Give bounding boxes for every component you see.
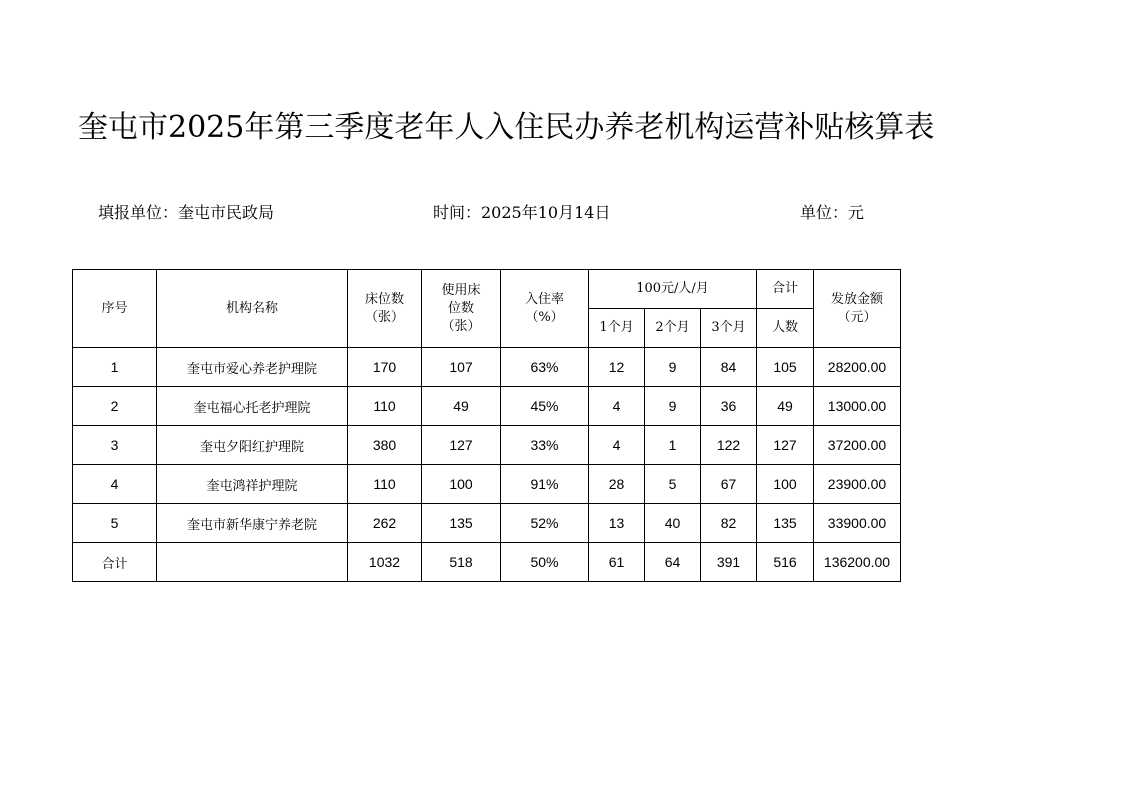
- cell-total-beds: 1032: [348, 543, 422, 582]
- cell-total-persons: 516: [757, 543, 814, 582]
- header-month-1: 1个月: [589, 309, 645, 348]
- header-name: 机构名称: [157, 270, 348, 348]
- subsidy-table: [72, 269, 901, 582]
- cell-seq: 3: [73, 426, 157, 465]
- header-amount-line2: （元）: [837, 309, 877, 325]
- cell-rate: 63%: [501, 348, 589, 387]
- cell-m3: 36: [701, 387, 757, 426]
- cell-amount: 23900.00: [814, 465, 901, 504]
- reporting-unit: 填报单位：奎屯市民政局: [98, 203, 275, 222]
- cell-rate: 52%: [501, 504, 589, 543]
- cell-name: 奎屯鸿祥护理院: [157, 465, 348, 504]
- cell-beds: 110: [348, 465, 422, 504]
- header-subsidy-group: 100元/人/月: [589, 270, 757, 309]
- cell-m1: 4: [589, 426, 645, 465]
- cell-amount: 37200.00: [814, 426, 901, 465]
- cell-rate: 91%: [501, 465, 589, 504]
- cell-used: 127: [422, 426, 501, 465]
- cell-seq: 5: [73, 504, 157, 543]
- cell-seq: 1: [73, 348, 157, 387]
- header-seq: 序号: [73, 270, 157, 348]
- cell-total-m3: 391: [701, 543, 757, 582]
- cell-used: 100: [422, 465, 501, 504]
- header-persons: 人数: [757, 309, 814, 348]
- header-rate: [501, 270, 589, 348]
- cell-total-label: 合计: [73, 543, 157, 582]
- cell-name: 奎屯市新华康宁养老院: [157, 504, 348, 543]
- table-row: [73, 348, 901, 387]
- header-used-beds: [422, 270, 501, 348]
- cell-m3: 67: [701, 465, 757, 504]
- cell-m2: 40: [645, 504, 701, 543]
- cell-amount: 28200.00: [814, 348, 901, 387]
- header-beds-line2: （张）: [364, 309, 404, 325]
- cell-rate: 45%: [501, 387, 589, 426]
- cell-m1: 12: [589, 348, 645, 387]
- cell-m3: 82: [701, 504, 757, 543]
- document-title: 奎屯市2025年第三季度老年人入住民办养老机构运营补贴核算表: [78, 110, 935, 145]
- cell-persons: 105: [757, 348, 814, 387]
- header-used-line1: 使用床: [441, 282, 481, 298]
- cell-beds: 380: [348, 426, 422, 465]
- header-rate-line1: 入住率: [524, 291, 564, 307]
- table-row: [73, 426, 901, 465]
- header-total-group: 合计: [757, 270, 814, 309]
- cell-used: 135: [422, 504, 501, 543]
- cell-persons: 135: [757, 504, 814, 543]
- report-date: 时间：2025年10月14日: [433, 203, 611, 222]
- cell-total-used: 518: [422, 543, 501, 582]
- total-row: [73, 543, 901, 582]
- cell-rate: 33%: [501, 426, 589, 465]
- cell-total-m2: 64: [645, 543, 701, 582]
- cell-persons: 127: [757, 426, 814, 465]
- cell-amount: 13000.00: [814, 387, 901, 426]
- header-amount-line1: 发放金额: [830, 291, 883, 307]
- cell-m2: 1: [645, 426, 701, 465]
- cell-total-name: [157, 543, 348, 582]
- cell-name: 奎屯福心托老护理院: [157, 387, 348, 426]
- table-row: [73, 504, 901, 543]
- cell-used: 107: [422, 348, 501, 387]
- cell-m1: 28: [589, 465, 645, 504]
- cell-total-rate: 50%: [501, 543, 589, 582]
- cell-seq: 4: [73, 465, 157, 504]
- cell-total-m1: 61: [589, 543, 645, 582]
- cell-m1: 13: [589, 504, 645, 543]
- header-rate-line2: （%）: [525, 309, 564, 325]
- cell-m2: 5: [645, 465, 701, 504]
- header-beds-line1: 床位数: [364, 291, 404, 307]
- cell-beds: 262: [348, 504, 422, 543]
- cell-m1: 4: [589, 387, 645, 426]
- header-row-1: [73, 270, 901, 309]
- cell-m2: 9: [645, 387, 701, 426]
- cell-name: 奎屯市爱心养老护理院: [157, 348, 348, 387]
- cell-total-amount: 136200.00: [814, 543, 901, 582]
- cell-m3: 84: [701, 348, 757, 387]
- cell-beds: 170: [348, 348, 422, 387]
- header-beds: [348, 270, 422, 348]
- header-month-2: 2个月: [645, 309, 701, 348]
- table-row: [73, 465, 901, 504]
- cell-used: 49: [422, 387, 501, 426]
- cell-persons: 100: [757, 465, 814, 504]
- cell-m3: 122: [701, 426, 757, 465]
- cell-amount: 33900.00: [814, 504, 901, 543]
- header-used-line2: 位数: [447, 300, 474, 316]
- cell-persons: 49: [757, 387, 814, 426]
- header-month-3: 3个月: [701, 309, 757, 348]
- cell-beds: 110: [348, 387, 422, 426]
- cell-m2: 9: [645, 348, 701, 387]
- header-used-line3: （张）: [441, 318, 481, 334]
- currency-unit: 单位：元: [800, 203, 865, 222]
- header-amount: [814, 270, 901, 348]
- cell-seq: 2: [73, 387, 157, 426]
- cell-name: 奎屯夕阳红护理院: [157, 426, 348, 465]
- table-row: [73, 387, 901, 426]
